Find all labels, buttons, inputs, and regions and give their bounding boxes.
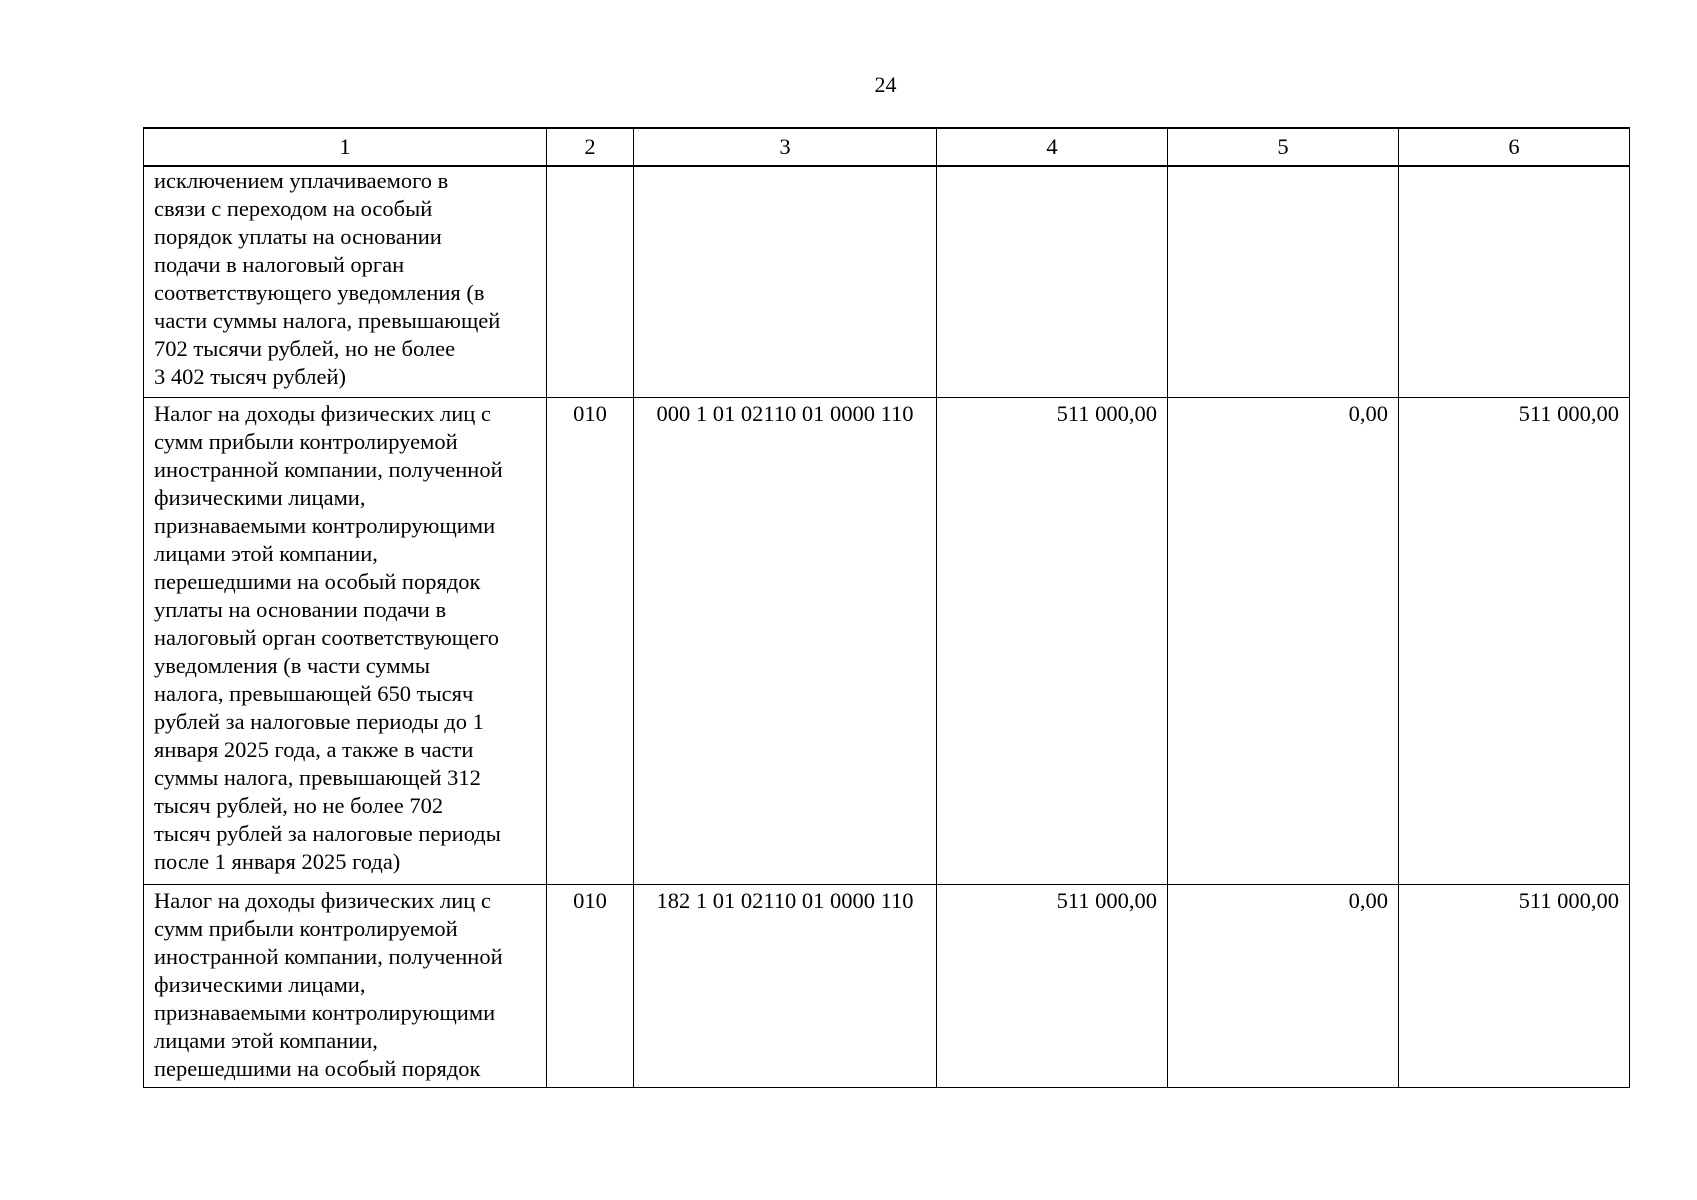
indicator-name-line: соответствующего уведомления (в [154,280,485,305]
indicator-name-line: перешедшими на особый порядок [154,1056,481,1081]
table-row [144,885,1630,1088]
indicator-name-line: иностранной компании, полученной [154,944,503,969]
amount-col6-cell [1399,166,1630,398]
indicator-name-line: налоговый орган соответствующего [154,625,499,650]
indicator-name-line: лицами этой компании, [154,1028,378,1053]
income-code-cell [634,166,937,398]
column-header-3: 3 [634,128,937,166]
indicator-name-line: тысяч рублей за налоговые периоды [154,821,501,846]
indicator-name-line: части суммы налога, превышающей [154,308,501,333]
indicator-name-line: налога, превышающей 650 тысяч [154,681,474,706]
amount-col4-cell [937,166,1168,398]
indicator-name-line: физическими лицами, [154,485,366,510]
amount-col6-cell: 511 000,00 [1399,398,1630,885]
indicator-name-line: сумм прибыли контролируемой [154,916,458,941]
indicator-name-line: сумм прибыли контролируемой [154,429,458,454]
indicator-name-line: подачи в налоговый орган [154,252,405,277]
amount-col5-cell [1168,166,1399,398]
budget-table [143,127,1630,1088]
indicator-name-line: признаваемыми контролирующими [154,1000,496,1025]
amount-col4-cell: 511 000,00 [937,885,1168,1088]
indicator-name-line: перешедшими на особый порядок [154,569,481,594]
amount-col5-cell: 0,00 [1168,398,1399,885]
header-row [144,128,1630,166]
indicator-name-line: рублей за налоговые периоды до 1 [154,709,484,734]
column-header-1: 1 [144,128,547,166]
indicator-name-line: Налог на доходы физических лиц с [154,401,491,426]
line-code-cell [547,166,634,398]
indicator-name-cell [144,885,547,1088]
indicator-name-line: иностранной компании, полученной [154,457,503,482]
indicator-name-line: исключением уплачиваемого в [154,168,449,193]
column-header-2: 2 [547,128,634,166]
table-row [144,398,1630,885]
page-number: 24 [874,72,897,97]
line-code-cell: 010 [547,398,634,885]
income-code-cell: 000 1 01 02110 01 0000 110 [634,398,937,885]
table-row [144,166,1630,398]
indicator-name-cell [144,166,547,398]
indicator-name-line: уплаты на основании подачи в [154,597,447,622]
income-code-cell: 182 1 01 02110 01 0000 110 [634,885,937,1088]
indicator-name-line: после 1 января 2025 года) [154,849,401,874]
column-header-6: 6 [1399,128,1630,166]
amount-col6-cell: 511 000,00 [1399,885,1630,1088]
indicator-name-line: 702 тысячи рублей, но не более [154,336,456,361]
amount-col4-cell: 511 000,00 [937,398,1168,885]
indicator-name-line: признаваемыми контролирующими [154,513,496,538]
indicator-name-line: Налог на доходы физических лиц с [154,888,491,913]
indicator-name-line: суммы налога, превышающей 312 [154,765,481,790]
amount-col5-cell: 0,00 [1168,885,1399,1088]
indicator-name-cell [144,398,547,885]
line-code-cell: 010 [547,885,634,1088]
indicator-name-line: физическими лицами, [154,972,366,997]
column-header-5: 5 [1168,128,1399,166]
indicator-name-line: связи с переходом на особый [154,196,433,221]
indicator-name-line: 3 402 тысяч рублей) [154,364,347,389]
indicator-name-line: уведомления (в части суммы [154,653,430,678]
column-header-4: 4 [937,128,1168,166]
indicator-name-line: порядок уплаты на основании [154,224,442,249]
indicator-name-line: января 2025 года, а также в части [154,737,474,762]
indicator-name-line: тысяч рублей, но не более 702 [154,793,444,818]
indicator-name-line: лицами этой компании, [154,541,378,566]
